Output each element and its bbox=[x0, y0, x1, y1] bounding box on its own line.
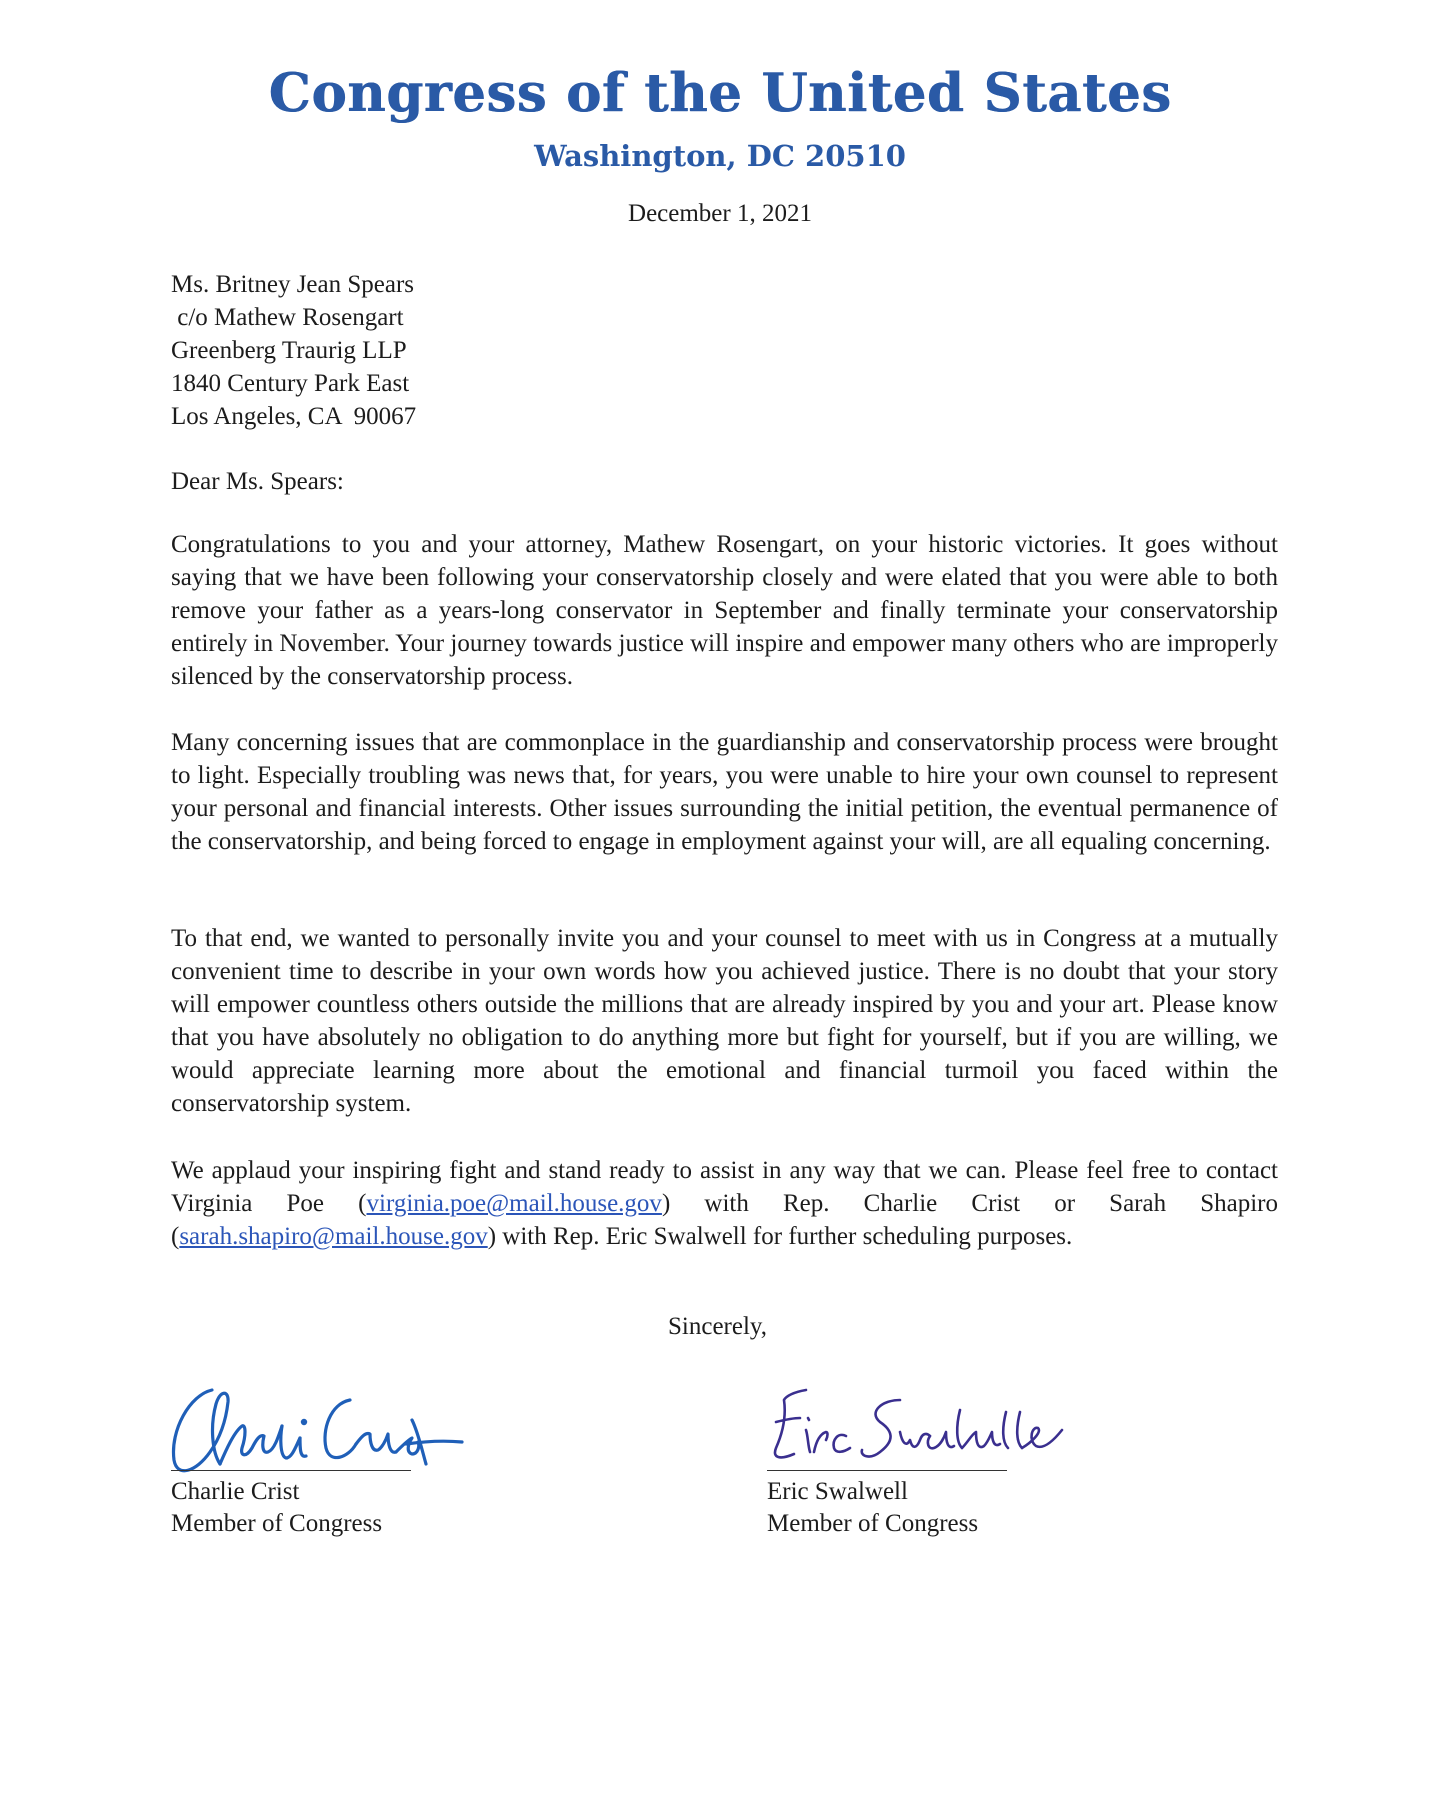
paragraph-4-text: ) with Rep. Eric Swalwell for further scheduling purposes. bbox=[487, 1223, 1073, 1250]
email-link-virginia-poe[interactable]: virginia.poe@mail.house.gov bbox=[366, 1190, 662, 1217]
salutation: Dear Ms. Spears: bbox=[171, 468, 344, 495]
closing: Sincerely, bbox=[668, 1313, 768, 1340]
address-line: c/o Mathew Rosengart bbox=[171, 304, 404, 331]
address-line: 1840 Century Park East bbox=[171, 370, 410, 397]
email-link-sarah-shapiro[interactable]: sarah.shapiro@mail.house.gov bbox=[179, 1223, 488, 1250]
address-line: Greenberg Traurig LLP bbox=[171, 337, 407, 364]
letterhead bbox=[0, 58, 1440, 176]
paragraph-4-text: We applaud your inspiring fight and stand ready to assist in any way that we can. Please feel free to contact Virginia Poe ( bbox=[171, 1157, 1278, 1217]
signatory-title: Member of Congress bbox=[171, 1510, 383, 1537]
paragraph-4 bbox=[171, 1154, 1278, 1253]
paragraph-1: Congratulations to you and your attorney, Mathew Rosengart, on your historic victories. It goes without saying that we have been following your conservatorship closely and were elated that you were able to both remove your father as a years-long conservator in September and finally terminate your conservatorship entirely in November. Your journey towards justice will inspire and empower many others who are improperly silenced by the conservatorship process. bbox=[171, 531, 1278, 690]
paragraph-4-text: ) with Rep. Charlie Crist or Sarah Shapiro ( bbox=[171, 1190, 1279, 1250]
signature-line-left bbox=[171, 1470, 411, 1471]
signatory-name: Charlie Crist bbox=[171, 1478, 300, 1505]
signatory-title: Member of Congress bbox=[767, 1510, 979, 1537]
letter-date: December 1, 2021 bbox=[628, 200, 812, 227]
paragraph-2: Many concerning issues that are commonplace in the guardianship and conservatorship process were brought to light. Especially troubling was news that, for years, you were unable to hire your own counsel to represent your personal and financial interests. Other issues surrounding the initial petition, the eventual permanence of the conservatorship, and being forced to engage in employment against your will, are all equaling concerning. bbox=[171, 729, 1278, 855]
signatory-eric-swalwell bbox=[767, 1476, 978, 1540]
signatory-charlie-crist bbox=[171, 1476, 382, 1540]
letterhead-address: Washington, DC 20510 bbox=[534, 139, 906, 173]
paragraph-3: To that end, we wanted to personally invite you and your counsel to meet with us in Congress at a mutually convenient time to describe in your own words how you achieved justice. There is no doubt that your story will empower countless others outside the millions that are already inspired by you and your art. Please know that you have absolutely no obligation to do anything more but fight for yourself, but if you are willing, we would appreciate learning more about the emotional and financial turmoil you faced within the conservatorship system. bbox=[171, 925, 1278, 1117]
recipient-address bbox=[171, 268, 1278, 433]
letterhead-title: Congress of the United States bbox=[268, 62, 1172, 124]
address-line: Ms. Britney Jean Spears bbox=[171, 271, 415, 298]
signatory-name: Eric Swalwell bbox=[767, 1478, 908, 1505]
signature-line-right bbox=[767, 1470, 1007, 1471]
address-line: Los Angeles, CA 90067 bbox=[171, 403, 417, 430]
signature-eric-swalwell bbox=[750, 1370, 1090, 1480]
